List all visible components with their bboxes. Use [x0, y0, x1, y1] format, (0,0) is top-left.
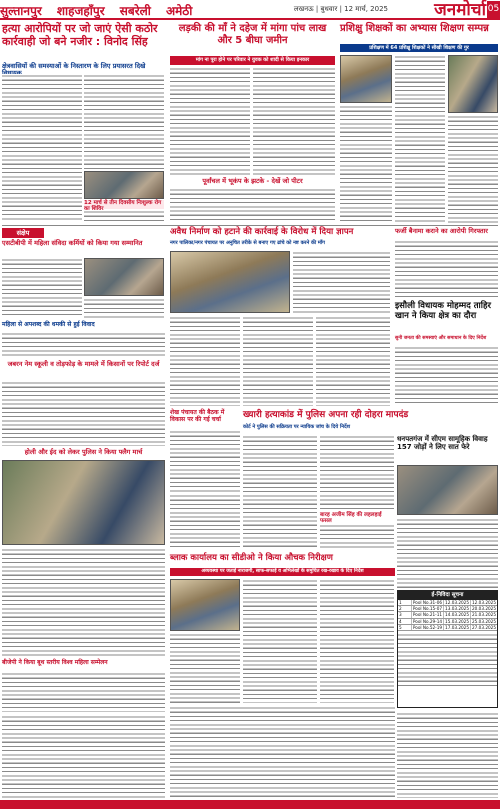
- story-body: [2, 74, 82, 222]
- news-photo: [2, 460, 165, 545]
- cell: Pool No.21-11: [412, 612, 443, 618]
- tender-notice: [397, 590, 498, 708]
- cell: 27.03.2025: [472, 624, 496, 630]
- story-body: [170, 188, 335, 221]
- news-photo: [170, 579, 240, 631]
- story-headline: एसटीबीपी में महिला संविदा कर्मियों को किया गया सम्मानित: [2, 239, 143, 247]
- story-headline: प्रशिक्षु शिक्षकों का अभ्यास शिक्षण सम्पन्न: [340, 23, 489, 34]
- story-body: [84, 210, 164, 222]
- story-subhead: क्षेत्रवासियों की समस्याओं के निस्तारण के लिए प्रयासरत दिखे: [2, 62, 146, 70]
- newspaper-logo: जनमोर्चा: [434, 0, 486, 20]
- story-subhead: सुनी जनता की समस्याएं और समाधान के दिए निर्देश: [395, 336, 487, 341]
- story-body: [448, 115, 498, 223]
- cell: Pool No.29-14: [412, 618, 443, 624]
- story-subhead: नगर पालिका/नगर पंचायत पर अनुचित तरीके से बनाए गए ढांचे को नष्ट करने की माँग: [170, 240, 325, 246]
- story-body: [395, 240, 498, 298]
- divider: [2, 225, 498, 226]
- city-label: सुल्तानपुर: [0, 4, 42, 18]
- news-photo: [84, 258, 164, 296]
- cell: 13.03.2025: [445, 606, 470, 612]
- box-headline: 12 मार्च से तीन दिवसीय निःशुल्क रोग: [84, 200, 164, 209]
- story-headline: फर्जी बैनामा कराने का आरोपी गिरफ्तार: [395, 227, 488, 235]
- story-body: [170, 706, 395, 798]
- story-body: [243, 579, 317, 703]
- story-body: [253, 67, 335, 175]
- tender-body: [398, 633, 497, 688]
- story-headline: बीजेपी ने किया बूथ स्तरीय विश्व महिला सम्मेलन: [2, 659, 108, 666]
- cell: 4: [398, 619, 412, 624]
- story-body: [84, 74, 164, 169]
- brief-headline: महिला से अपशब्द की धमकी से हुई विवाद: [2, 321, 95, 328]
- story-body: [170, 494, 240, 550]
- story-subhead: कोर्ट ने पुलिस की सक्रियता पर न्यायिक जांच के दिये निर्देश: [243, 424, 351, 430]
- story-body: [397, 518, 498, 588]
- story-body: [340, 105, 392, 223]
- story-body: [243, 435, 317, 550]
- story-body: [395, 55, 445, 223]
- story-subhead: प्रशिक्षण में 64 प्रशिक्षु शिक्षकों ने सीखी शिक्षण की गुर: [340, 44, 498, 52]
- story-body: [320, 435, 394, 510]
- news-photo: [340, 55, 392, 103]
- story-headline: [2, 23, 165, 61]
- story-headline: ब्लाक कार्यालय का सीडीओ ने किया औचक निरीक्षण: [170, 553, 333, 563]
- cell: Pool No.15-07: [412, 606, 443, 612]
- news-photo: [397, 465, 498, 515]
- cell: 15.03.2025: [445, 618, 470, 624]
- story-body: [84, 298, 164, 318]
- cell: 5: [398, 625, 412, 630]
- story-headline: धनपतगंज में सीएम सामूहिक विवाह 157 जोड़ों ने लिए सात फेरे: [397, 435, 488, 452]
- story-headline: पूर्वांचल में भूकंप के झटके - देखें जो पीटर: [202, 177, 303, 185]
- cell: 17.03.2025: [445, 624, 470, 630]
- cell: 25.03.2025: [472, 618, 496, 624]
- cell: 12.03.2025: [445, 600, 470, 605]
- story-body: [397, 712, 498, 798]
- news-photo: [84, 171, 164, 199]
- cell: 14.03.2025: [445, 612, 470, 618]
- story-headline: बारह अजीम सिंह की लहलहाई फसल: [320, 512, 382, 525]
- story-body: [2, 332, 165, 358]
- story-headline: शेख पंचायत की बैठक में विकास पर की गई चर्चा: [170, 409, 225, 423]
- story-body: [2, 258, 82, 318]
- story-body: [293, 251, 390, 313]
- cell: 2: [398, 606, 412, 611]
- cell: Pool No.52-19: [412, 624, 443, 630]
- headline-text: हत्या आरोपियों पर जो जाएं ऐसी कठोर कार्रवाही जो बने नजीर : विनोद सिंह: [2, 22, 158, 48]
- story-body: [395, 346, 498, 404]
- cell: 21.03.2025: [472, 612, 496, 618]
- story-headline: [170, 23, 335, 53]
- story-headline: अवैध निर्माण को हटाने की कार्रवाई के विरोध में दिया ज्ञापन: [170, 227, 354, 237]
- story-body: [170, 67, 250, 175]
- dateline: लखनऊ | बुधवार | 12 मार्च, 2025: [293, 5, 388, 13]
- story-body: [2, 548, 165, 656]
- page-number: 05: [487, 1, 500, 18]
- cell: 3: [398, 612, 412, 617]
- cell: 20.03.2025: [472, 606, 496, 612]
- tender-title: ई-निविदा सूचना: [398, 591, 497, 600]
- story-body: [243, 316, 313, 406]
- news-photo: [170, 251, 290, 313]
- city-label: सबरेली: [119, 4, 151, 18]
- story-headline: ख्यारी हत्याकांड में पुलिस अपना रही दोहरा मापदंड: [243, 410, 409, 420]
- story-headline: जबरन नेम स्कूली व तोड़फोड़ के मामले में किसानों पर रिपोर्ट दर्ज: [7, 360, 160, 368]
- masthead: [0, 0, 500, 20]
- story-body: [170, 430, 240, 492]
- story-body: [2, 715, 165, 798]
- story-band: मांग ना पूरा होने पर परिवार ने युवक को शादी से किया इनकार: [170, 56, 335, 65]
- story-subhead: अव्यवस्था पर जताई नाराजगी, साफ-सफाई व अभिलेखों के समुचित रख-रखाव के दिए निर्देश: [170, 568, 395, 576]
- cell: 12.03.2025: [472, 600, 496, 605]
- city-label: अमेठी: [165, 4, 193, 18]
- city-label: शाहजहाँपुर: [56, 4, 105, 18]
- story-body: [316, 316, 390, 406]
- story-body: [2, 381, 165, 446]
- briefs-label: संक्षेप: [2, 228, 44, 238]
- cell: Pool No.31-06: [412, 600, 443, 605]
- cell: 1: [398, 600, 412, 605]
- story-body: [2, 672, 165, 712]
- news-photo: [448, 55, 498, 113]
- headline-text: लड़की की माँ ने दहेज में मांगा पांच लाख और 5 बीघा जमीन: [178, 23, 327, 46]
- story-headline: इसौली विधायक मोहम्मद ताहिर खान ने किया क्षेत्र का दौरा: [395, 301, 491, 321]
- footer-bar: [0, 800, 500, 809]
- table-row: [398, 625, 497, 631]
- story-body: [320, 524, 394, 550]
- story-body: [320, 579, 394, 703]
- story-body: [170, 633, 240, 703]
- story-headline: होली और ईद को लेकर पुलिस ने किया फ्लैग मार्च: [24, 448, 143, 456]
- story-body: [170, 316, 240, 406]
